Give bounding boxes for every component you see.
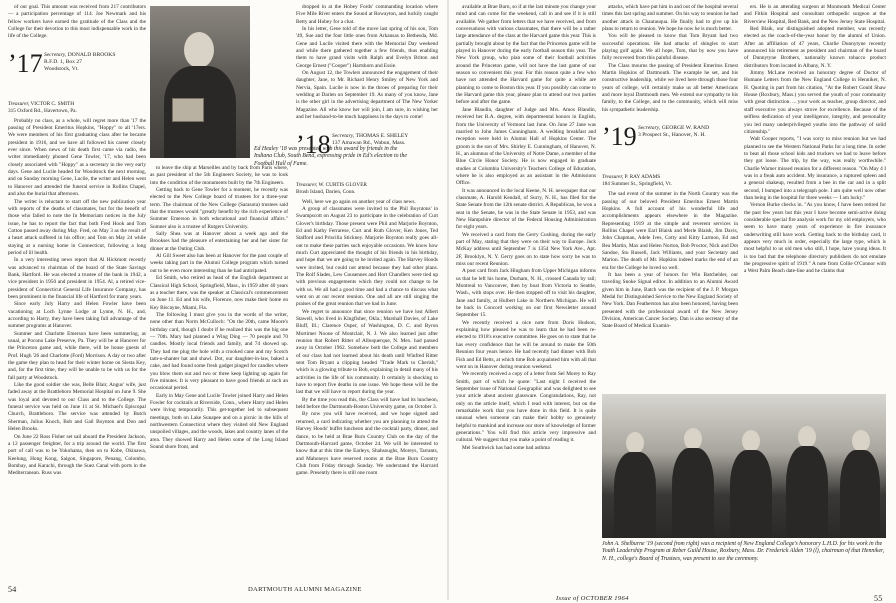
photo-caption-visible: Ed Healey '18 was presented with this award by friends in the Indiana Club, South Bend, expressing pride in Ed's election to the Football Hall of Fame. [254,146,408,167]
paragraph: By the time you read this, the Class will have had its luncheon, held before the Dartmouth-Boston University game, on October 3. [296,396,438,411]
treasurer-info [8,101,146,115]
col1-top-text [8,4,146,41]
address-line-1: 3 Prospect St., Hanover, N. H. [638,132,706,139]
col2-body-text [602,191,738,331]
secretary-label: Secretary, [44,51,67,58]
treasurer-info [296,182,438,196]
class-year: ’19 [602,122,637,152]
paragraph: By now you will have received, and we hope signed and returned, a card indicating whether you are planning to attend the Harvey Hoods' buffet luncheon and the cocktail party, dinner, and dance, to be held at Brae Burn Country Club on the day of the Dartmouth-Harvard game, October 24. We will be interested to know that at this time the Earleys, Shahsoughs, Moreys, Tarrants, and Mahoneys have reserved rooms at the Brae Burn Country Club from Friday through Sunday. We understand the Harvard game. Presently there is still one room [296,411,438,477]
treasurer-address: 315 Oxford Rd., Havertown, Pa. [8,107,77,114]
secretary-info [332,133,408,147]
paragraph: We recently received a nice note from Doris Hudson, explaining how pleased he was to learn that he had been re-elected to 1918's executive committee. He goes on to state that he has every confidence that he will be around to make the 50th Reunion four years hence. He had recently had dinner with Bob Fish and Ed Betts, at which time Bob acquainted him with all that went on in Hanover during reunion weekend. [456,319,596,370]
treasurer-info [602,174,738,188]
paragraph: Walt Cooper reports, "I was sorry to miss reunion but we had planned to see the Western National Parks for a long time. In order to beat all those school kids and truckers we had to leave before they got loose. The trip, by the way, was really worthwhile." Charlie Warner missed reunion for a different reason. "On May 4 I was in a freak auto accident. My insurance, a ruptured spleen and a general shakeup, resulted from a bee in the car and in a split second, I bumped into a telegraph pole. I am quite well now other than being in the hospital for three weeks — I am lucky." [744,136,886,201]
issue-label: Issue of OCTOBER 1964 [556,595,629,602]
class-1919-header [602,118,738,172]
paragraph: The writer is reluctant to start off the new publication year with reports of the deaths of classmates, but for the benefit of those who failed to note the In Memoriam notices in the July issue, he has to report the fact that both Fred Hook and Tom Cotton passed away during May. Fred, on May 3 as the result of a heart attack suffered in his office; and Tom on May 24 while staying at a nursing home in Connecticut, following a long period of ill health. [8,198,146,256]
paragraph: Jimmy McLane received an honorary degree of Doctor of Humane Letters from the New England College in Henniker, N. H. Quoting in part from his citation, "At the Robert Gould Shaw House (Roxbury, Mass.) you served the youth of your community with great distinction. ... your work as teacher, group director, and staff executive you always strove for excellence. Because of the selfless dedication of your intelligence, integrity, and personality you led many underprivileged youths into the pathway of solid citizenship." [744,70,886,135]
paragraph: It has been a year of honors for Win Batchelder, our traveling Snoke Signal editor. In addition to an Alumni Award given him in June, Batch was the recipient of the J. P. Morgan Medal for Distinguished Service to the New England Society of New York. Dan Featherston has also been honored, having been presented with the professional award of the New Jersey Division, American Cancer Society. Dan is also secretary of the State Board of Medical Examin- [602,271,738,330]
col3-top-text [296,4,438,122]
paragraph: We received a card from the Gerry Cushing, during the early part of May, stating that they were on their way to Europe. Jack McKay address until September 7 is 1354 New York Ave., Apt. 2F, Brooklyn, N. Y. Gerry goes on to state how sorry he was to miss our recent Reunion. [456,231,596,268]
paragraph: In his letter, Gene told of the move last spring of his son, Tom '49, Sue and the four little ones from Arkansas to Bethesda, Md. Gene and Lucile visited there with the Memorial Day weekend and while there gathered together a few friends, thus enabling them to have grand visits with Ralph and Evelyn Briton and George Ernest ("Cooper") Hartshorn and Essie. [296,26,438,69]
paragraph: We recently received a copy of a letter from Sel Morey to Ray Smith, part of which he quote: "Last night I received the September issue of National Geographic and was delighted to see your article about ancient glassware. Congratulations, Ray, not only on the article itself, which I read with interest, but on the remarkable work that you have done in this field. It is quite unusual when someone can make their hobby so genuinely helpful to mankind and increase our store of knowledge of former generations." You will find this article very impressive and cultural. We suggest that you make a point of reading it. [456,371,596,444]
paragraph: On June 22 Ross Fisher set sail aboard the President Jackson, a 12 passenger freighter, for a trip around the world. The first port of call was to be Yokohama, then on to Kobe, Okinawa, Keelung, Hong Kong, Saigon, Singapore, Penang, Colombo, Bombay, and Karachi, through the Suez Canal with ports in the Mediterranean. Russ was [8,433,146,477]
paragraph: Well, here we go again on another year of class news. [302,198,416,205]
page-number: 55 [874,594,883,603]
paragraph: Getting back to Gene Towler for a moment, he recently was elected to the New College board of trustees for a three-year term. The chairman of the New College (Sarasota) trustees said that the trustees would "greatly benefit by the rich experience of Summer Emerson in both educational and financial affairs." Sumner also is a trustee of Rutgers University. [150,187,288,230]
right-page [448,0,896,603]
paragraph: attacks, which have put him in and out of the hospital several times this last spring and summer. On his way to reunion he had another attack in Chautauqua. He finally had to give up his plans to return to reunion. We hope he now he is much better. [602,4,738,33]
paragraph: We regret to announce that since reunion we have lost Albert Stawell, who lived in Kingfisher, Okla.; Marshall Davies, of Lake Bluff, Ill.; Clarence Osper, of Washington, D. C. and Byron Mortimer Noone of Montclair, N. J. We also learned just after reunion that Robert Ritter of Albuquerque, N. Mex. had passed away in October 1962. Somehow both the College and members of our class had not learned about his death until Winfred Ritter sent Tom Bryant a clipping headed "Trade Mark to Cherish," which is a glowing tribute to Bob, explaining in detail many of his activities in the life of his community. It certainly is shocking to have to report five deaths in one issue. We hope these will be the last that we will have to report during the year. [296,308,438,396]
paragraph: Early in May Gene and Lucile Towler joined Harry and Helen Fowler for cocktails at Riverside, Conn., where Harry and Helen were living temporarily. This get-together led to subsequent meetings, both on Lake Sunapee and on a picnic in the hills of northwestern Connecticut where they visited old New England unspoiled villages, and the woods, lakes and country lanes of the area. They showed Harry and Helen some of the Long Island Sound shore front, and [150,392,288,451]
col2-top-text [602,4,738,114]
class-year: ’17 [8,48,43,78]
paragraph: dropped in at the Hobey Fords' commanding location where Five Mile River enters the Sound at Rowayton, and luckily caught Betty and Hobey for a chat. [296,4,438,25]
left-footer [8,585,438,594]
secretary-name: THOMAS E. SHELEY [355,132,409,139]
paragraph: The sad event of the summer in the North Country was the passing of our beloved President Emeritus Ernest Martin Hopkins. A full account of his wonderful life and accomplishments appears elsewhere in the Magazine. Representing 1919 at the simple and reverent services in Rollins Chapel were Earl Blaisk and Merle Blaisk, Jim Davis, John Chapman, Adele Ives, Cotty and Kitty Larmon, Ed and Bea Martin, Max and Helen Norton, Bob Proctor, Nick and Dot Sandoe, Stu Russell, Jack Williams, and your Secretary and Marion. The death of Mr. Hopkins indeed marks the end of an era for the College he loved so well. [602,191,738,271]
secretary-info [638,125,709,139]
col1-body-text [8,118,146,478]
paragraph: to leave the ship at Marseilles and by back from Paris where, as past president of the 5th Engineers Society, he was to look into the condition of the monuments built by the 7th Engineers. [150,165,288,186]
group-photo [602,394,886,538]
paragraph: of our goal. This amount was received from 217 contributors — a participation percentage of 114. Joe Newmark and his fellow workers have earned the gratitude of the Class and the College for their devotion to this most indispensable work in the life of the College. [8,4,146,40]
class-1918-header [296,126,438,180]
paragraph: Sally Shea was at Hanover about a week ago and the Brookses had the pleasure of entertaining her and her sister for dinner at the Outing Club. [150,231,288,252]
treasurer-label: Treasurer, [296,181,318,188]
address-line-2: Woodstock, Vt. [44,65,79,72]
treasurer-address: Brush Island, Darien, Conn. [296,188,356,195]
paragraph: A group of classmates were invited to the Phil Boyntons' in Swampscott on August 23 to participate in the celebration of Curt Glover's birthday. Those present were Phil and Marjorie Boynton, Ed and Kathy Ferrarese, Curt and Ruth Glover, Ken Jones, Ted Stafford and Priscilla Stickney. Marjorie Boynton really goes all-out to make these parties such enjoyable occasions. We know how much Curt appreciated the thought of his friends in his birthday, and hope that we are going to be invited again. The Harvey Hoods were invited, but could not attend because they had other plans. The Rolf Slades, Lew Cousennes and Hort Chandlers were tied up with previous engagements which they could not change to be with us. We all had a good time and had a chance to discuss what went on at our recent reunion. One and all are still singing the praises of the great reunion that we had in June. [296,205,438,308]
ed-healey-photo [150,6,250,158]
address-line-1: R.F.D. 1, Box 27 [44,58,82,65]
page-number: 54 [8,585,17,594]
group-photo-caption: John A. Shelburne '19 (second from right) was a recipient of New England College's honorary L.H.D. for his work in the Youth Leadership Program at Reber Guild House, Roxbury, Mass. Dr. Frederick Alden '19 (l), chairman of that Henniker, N. H., college's Board of Trustees, was present to see the ceremony. [602,541,885,562]
paragraph: Since early July Harry and Helen Fowler have been vacationing at Loch Lynne Lodge at Lynne, N. H., and, according to Harry, they have been taking full advantage of the summer programs at Hanover. [8,301,146,330]
paragraph: Vernon Burke checks in. "As you know, I have been retired for the past few years but this year I have become semi-active doing considerable special fire analysis work for my old employers, who seem to have many years of experience in fire insurance underwriting still have work. Getting back to the birthday card, it appears very much in order, especially the large type, which is most helpful to us old men who still, I hope, have young ideas. It is too bad that the telephone directory publishers do not emulate the progressive spirit of 1919." A note from Collie O'Connor with a West Palm Beach date-line and he claims that [744,202,886,275]
paragraph: You will be pleased to know that Tom Bryant had two successful operations. He had attacks of shingles to start playing golf again. We all hope, Tom, that by now you have fully recovered from this painful disease. [602,33,738,62]
col3-text [744,4,886,276]
paragraph: On August 12, the Towlers announced the engagement of their daughter, Jane, to Mr. Richard Henry Smiley of New York and Nervia, Spain. Lucile is now in the throes of preparing for their wedding at Darien on September 19. As many of you know, Jane is the other girl in the advertising department of The New Yorker Magazine. All who know her will join, I am sure, in wishing her and her husband-to-be much happiness in the days to come! [296,70,438,121]
secretary-name: DONALD BROOKS [67,51,116,58]
paragraph: Al Gill Sweet also has been at Hanover for the past couple of weeks taking part in the Alumni College program which turned out to be even more interesting than he had anticipated. [150,253,288,274]
paragraph: The Class mourns the passing of President Emeritus Ernest Martin Hopkins of Dartmouth. The example he set, and his constructive leadership, while we lived here through those four years of college, will certainly make us all better Americans and more loyal Dartmouth men. We extend our sympathy to his family, to the College, and to the community, which will miss his sympathetic leadership. [602,62,738,113]
paragraph: Probably no class, as a whole, will regret more than '17 the passing of President Emeritus Hopkins, "Hoppy" to all '17ers. We were members of his first graduating class after he became president in 1916, and we have all followed his career closely ever since. When news of his death first came via radio, the writer immediately phoned Gene Towler, '17, who had been closely associated with "Hoppy" as a secretary in the very early days. Gene and Lucile headed for Woodstock the next morning, and on Sunday morning Gene, Lucile, the writer and Helen went to Hanover and attended the funeral service in Rollins Chapel, and also the burial that afternoon. [8,117,146,198]
left-column-3 [296,4,438,579]
paragraph: Summer and Charlotte Emerson have been summering, as usual, at Pocono Lake Preserve, Pa. They will be at Hanover for the Princeton game and, while there, will be house guests of Prof. Hugh '26 and Charlotte (Ford) Morrison. A day or two after the game they plan to head for their winter home on Siesta Key, and, for the first time, they will be unable to be with us for the fall party at Woodstock. [8,330,146,381]
secretary-label: Secretary, [332,132,355,139]
secretary-info [44,52,115,73]
paragraph: Mel Southwick has had some bad asthma [462,444,550,451]
paragraph: available at Brae Burn, so if at the last minute you change your mind and can come for the weekend, call in and see if it is still available. We gather from letters that we have received, and from conversations with various classmates, that there will be a rather large attendance of the class at the Harvard game this year. This is partially brought about by the fact that the Princeton game will be played in Hanover during the early football season this year. The New York group, who plan some of their football activities around the Princeton game, will not have the last game of our season so convenient this year. For this reason quite a few who have not attended the Harvard game for quite a while are planning to come to Boston this year. If you possibly can come to the Harvard game this year, please plan to attend our two parties before and after the game. [456,4,596,106]
paragraph: A post card from Jack Hingham from Upper Michigan informs us that he left his home, Durham, N. H., crossed Canada by rail; Montreal to Vancouver, then by boat from Victoria to Seattle, Wash., with stops over. He then stopped off to visit his daughter, Jane and family, at Hulbert Lake in Northern Michigan. He will be back in Concord working on our first Newsletter around September 15. [456,268,596,319]
treasurer-label: Treasurer, [8,100,30,107]
paragraph: It was announced in the local Keene, N. H. newspaper that our classmate, A. Harold Kendall, of Surry, N. H., has filed for the State Senate from the 12th senate district. A Republican, he won a seat in the Senate, he was in the State Senate in 1953, and was New Hampshire director of the Federal Housing Administration for eight years. [456,187,596,231]
paragraph: Ed Smith, who retired as head of the English department at Classical High School, Springfield, Mass., in 1959 after 40 years as a teacher there, was the speaker at Classical's commencement on June 11. Ed and his wife, Florence, now make their home on Key Biscayne, Miami, Fla. [150,275,288,311]
magazine-title: DARTMOUTH ALUMNI MAGAZINE [248,586,362,593]
address-line-1: 137 Amawan Rd., Wabun, Mass. [332,139,406,146]
left-column-1 [8,4,146,579]
col2-body-text [150,165,288,451]
left-page [0,0,448,600]
paragraph: ers. He is an attending surgeon at Monmouth Medical Center and Fitkin Hospital and consultant orthopedic surgeon at the Riverview Hospital, Red Bank, and the New Jersey State Hospital. [744,4,886,25]
secretary-name: GEORGE W. RAND [661,125,710,132]
paragraph: The following I must give you in the words of the writer, none other than Norm McCulloch: "On the 20th, came Moore's birthday card, though I doubt if he realized this was the big one — 70th. Mary had planned a Wing Ding — 70 people and 70 candles. Mostly local friends and family, and 74 showed up. They had me plug the hole with a crooked cane and my Scotch tam-o-shanter hat and shawl. Dot, our daughter-in-law, baked a cake, and had found some fresh gadget pinged for candles where you blow them out and two or three keep lighting up again for five minutes. It is very pleasant to have good friends at such an occasional period. [150,311,288,392]
treasurer-label: Treasurer, [602,174,624,181]
secretary-label: Secretary, [638,125,661,132]
class-1917-header [8,45,146,99]
class-year: ’18 [296,129,331,159]
paragraph: Like the good soldier she was, Belle Blair, Angus' wife, just faded away at the Brattleboro Memorial Hospital on June 9. She was loyal and devoted to our Class and to the College. The funeral service was held on June 11 at St. Michael's Episcopal Church, Brattleboro. The service was attended by Butch Sherman, Julius Knoch, Bob and Gail Boynton and Don and Helen Brooks. [8,382,146,433]
treasurer-address: 184 Summer St., Springfield, Vt. [602,181,672,188]
col3-body-text [296,199,438,478]
right-column-1 [456,4,596,579]
treasurer-name: P. RAY ADAMS [624,174,661,181]
right-column-3 [744,4,886,390]
treasurer-name: W. CURTIS GLOVER [318,181,367,188]
treasurer-name: VICTOR C. SMITH [30,100,75,107]
col1-text [456,4,596,452]
paragraph: Jane Blandin, daughter of Judge and Mrs. Amos Blandin, received her B.A. degree, with departmental honors in English, from the University of Vermont last June. On June 27 Jane was married to John James Cunningham. A wedding breakfast and reception were held in Alumni Hall of Hopkins Center. The groom is the son of Mrs. Shirley E. Cunningham, of Hanover, N. H., an alumnus of the University of Notre Dame, a member of the Blue Circle Honor Society. He is now engaged in graduate studies at Columbia University's Teachers College of Education, where he is also employed as an assistant in the Admissions Office. [456,106,596,187]
paragraph: Red Blaik, our distinguished adopted member, was recently elected as the coach-of-the-year honor by the alumni of Union. After an affiliation of 47 years, Charlie Dunnytyne recently announced his retirement as president and chairman of the board of Dunnytyne Brothers, nationally known tobacco product distributors from located in Albany, N. Y. [744,26,886,69]
paragraph: In a very interesting news report that Al Hickmott recently was advanced to chairman of the board of the State Savings Bank, Hartford. He was elected a trustee of the bank in 1942, a vice president in 1950 and president in 1954. Al, a retired vice-president of Connecticut General Life Insurance Company, has been prominent in the financial life of Hartford for many years. [8,257,146,300]
right-column-2 [602,4,738,390]
